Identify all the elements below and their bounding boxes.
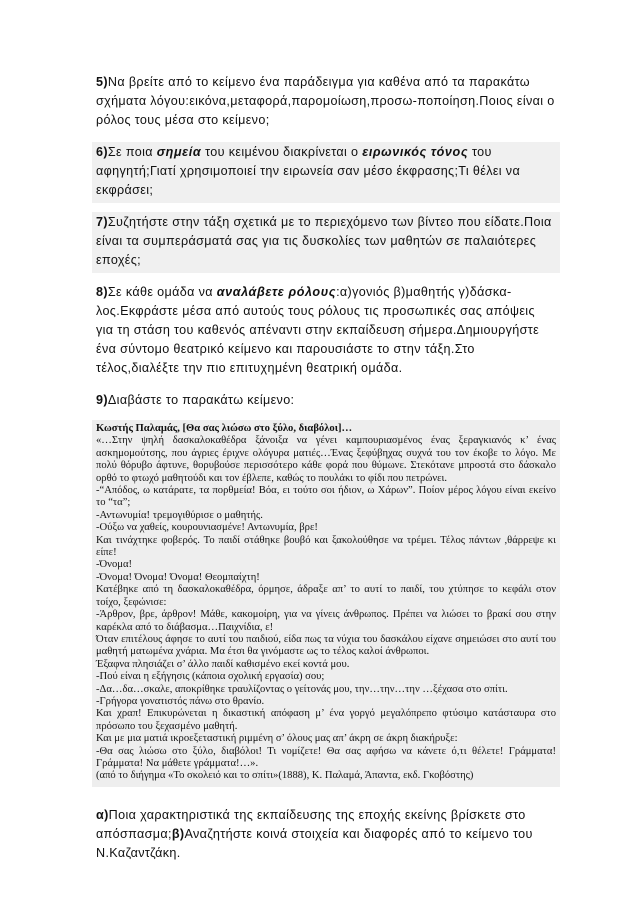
excerpt-source: (από το διήγημα «Το σκολειό και το σπίτι»(1888), Κ. Παλαμά, Άπαντα, εκδ. Γκοβόστης) bbox=[96, 770, 474, 782]
question-5 bbox=[92, 72, 560, 133]
question-7-text: Συζητήστε στην τάξη σχετικά με το περιεχόμενο των βίντεο που είδατε.Ποια είναι τα συμπεράσματά σας για τις δυσκολίες των μαθητών σε παλαιότερες εποχές; bbox=[96, 215, 552, 267]
question-8 bbox=[92, 282, 560, 381]
question-9-number: 9) bbox=[96, 393, 108, 407]
question-8-text-2: :α)γονιός β)μαθητής γ)δάσκα-λος.Εκφράστε μέσα από αυτούς τους ρόλους τις προσωπικές σας απόψεις για τη στάση του καθενός απέναντι στην εκπαίδευση σήμερα.Δημιουργήστε ένα σύντομο θεατρικό κείμενο και παρουσιάστε το στην τάξη.Στο τέλος,διαλέξτε την πιο επιτυχημένη θεατρική ομάδα. bbox=[96, 285, 540, 375]
question-6-text-1: Σε ποια bbox=[107, 145, 157, 159]
excerpt-box bbox=[92, 420, 560, 787]
subquestion-b-text: Αναζητήστε κοινά στοιχεία και διαφορές από το κείμενο του Ν.Καζαντζάκη. bbox=[96, 826, 533, 860]
question-8-number: 8) bbox=[96, 285, 108, 299]
excerpt-line: Και τινάχτηκε φοβερός. Το παιδί στάθηκε βουβό και ξακολούθησε να τρέμει. Τέλος πάντων ,θάρρεψε κι είπε! bbox=[96, 534, 556, 559]
excerpt-line: -Άρθρον, βρε, άρθρον! Μάθε, κακομοίρη, για να γίνεις άνθρωπος. Πρέπει να λιώσει το βρακί σου στην καρέκλα από το διάβασμα…Παιχνίδια, ε! bbox=[96, 609, 556, 633]
excerpt-line: -Πού είναι η εξήγησις (κάποια σχολική εργασία) σου; bbox=[96, 671, 325, 683]
excerpt-line: -Αντωνυμία! τρεμογιθύρισε ο μαθητής. bbox=[96, 509, 263, 521]
subquestion-a-number: α) bbox=[96, 807, 109, 822]
question-6-emphasis-1: σημεία bbox=[156, 145, 202, 159]
question-6-text-3: του αφηγητή;Γιατί χρησιμοποιεί την ειρωνεία σαν μέσο έκφρασης;Τι θέλει να εκφράσει; bbox=[96, 145, 521, 197]
question-6-text-2: του κειμένου διακρίνεται ο bbox=[201, 145, 363, 159]
worksheet-page bbox=[92, 72, 560, 875]
question-7-number: 7) bbox=[96, 215, 108, 229]
question-9 bbox=[92, 390, 560, 413]
question-5-number: 5) bbox=[96, 75, 108, 89]
excerpt-line: -Γρήγορα γονατιστός πάνω στο θρανίο. bbox=[96, 695, 265, 707]
excerpt-line: -Θα σας λιώσω στο ξύλο, διαβόλοι! Τι νομίζετε! Θα σας αφήσω να κάνετε ό,τι θέλετε! Γράμματα! Γράμματα! Να μάθετε γράμματα!…». bbox=[96, 745, 556, 769]
excerpt-line: Και χραπ! Επικυρώνεται η δικαστική απόφαση μ’ ένα γοργό μεγαλόπρεπο φτύσιμο κατάσταυρα στο πρόσωπο του ξεχασμένο μαθητή. bbox=[96, 708, 556, 732]
question-9-text: Διαβάστε το παρακάτω κείμενο: bbox=[107, 393, 295, 407]
question-6 bbox=[92, 142, 560, 203]
excerpt-line: -Όνομα! Όνομα! Όνομα! Θεομπαίχτη! bbox=[96, 571, 260, 583]
excerpt-line: -“Απόδος, ω κατάρατε, τα πορθμεία! Βόα, ει τούτο σοι ήδιον, ω Χάρων”. Ποίον μέρος λόγου είναι εκείνο το “τα”; bbox=[96, 485, 556, 509]
excerpt-line: Έξαφνα πλησιάζει σ’ άλλο παιδί καθισμένο εκεί κοντά μου. bbox=[96, 658, 350, 670]
excerpt-line: -Δα…δα…σκαλε, αποκρίθηκε τραυλίζοντας ο γείτονάς μου, την…την…την …ξέχασα στο σπίτι. bbox=[96, 683, 508, 695]
question-6-number: 6) bbox=[96, 145, 108, 159]
excerpt-line: Όταν επιτέλους άφησε το αυτί του παιδιού, είδα πως τα νύχια του δασκάλου είχανε σημειώσει στο αυτί του μαθητή ματωμένα χνάρια. Μα έτσι θα γινόμαστε ως το τέλος καλοί άνθρωποι. bbox=[96, 633, 556, 658]
excerpt-line: -Όνομα! bbox=[96, 559, 133, 571]
question-9a-9b bbox=[92, 805, 560, 866]
question-7 bbox=[92, 212, 560, 273]
excerpt-title: Κωστής Παλαμάς, [Θα σας λιώσω στο ξύλο, διαβόλοι]… bbox=[96, 423, 353, 434]
subquestion-b-number: β) bbox=[171, 826, 185, 841]
question-8-emphasis: αναλάβετε ρόλους bbox=[216, 285, 337, 299]
subquestion-a-text: Ποια χαρακτηριστικά της εκπαίδευσης της εποχής εκείνης βρίσκετε στο απόσπασμα; bbox=[96, 807, 526, 841]
excerpt-line: «…Στην ψηλή δασκαλοκαθέδρα ξάνοιξα να γένει καμπουριασμένος ένας ξεραγκιανός κ’ ένας ασκημομούτσης, που άγριες έριχνε ολόγυρα ματιές…Ένας ξεφύβηχας συχνά του τον έκοβε το λόγο. Με πολύ θόρυβο άφτυνε, θορυβούσε περισσότερο κάθε φορά που θύμωνε. Στεκότανε μπροστά στο δάσκαλο ορθό το φτωχό μαθητούδι και τον έβλεπε, καθώς το πουλάκι το φίδι που πετρώνει. bbox=[96, 435, 556, 484]
question-6-emphasis-2: ειρωνικός τόνος bbox=[362, 145, 469, 159]
question-5-text: Να βρείτε από το κείμενο ένα παράδειγμα για καθένα από τα παρακάτω σχήματα λόγου:εικόνα,μεταφορά,παρομοίωση,προσω-ποποίηση.Ποιος είναι ο ρόλος τους μέσα στο κείμενο; bbox=[96, 75, 555, 127]
question-8-text-1: Σε κάθε ομάδα να bbox=[107, 285, 217, 299]
excerpt-line: Και με μια ματιά ικροεξεταστική ριμμένη σ’ όλους μας απ’ άκρη σε άκρη διακήρυξε: bbox=[96, 733, 458, 745]
excerpt-line: -Ούξω να χαθείς, κουρουνιασμένε! Αντωνυμία, βρε! bbox=[96, 522, 318, 534]
excerpt-line: Κατέβηκε από τη δασκαλοκαθέδρα, όρμησε, άδραξε απ’ το αυτί το παιδί, του χτύπησε το κεφάλι στον τοίχο, ξεφώνισε: bbox=[96, 584, 556, 608]
